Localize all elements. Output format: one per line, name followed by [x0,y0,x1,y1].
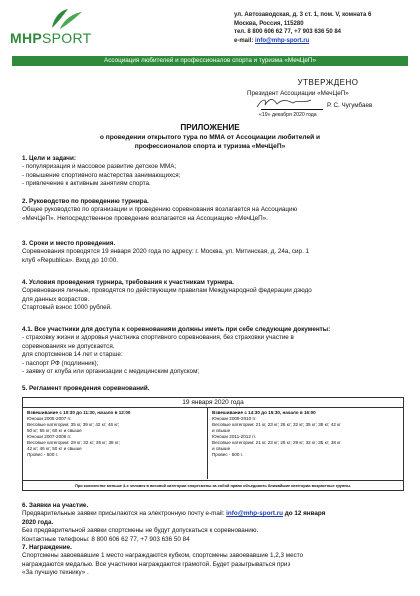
address-line: ул. Автозаводская, д. 3 ст. 1, пом. V, комната 6 [234,12,372,18]
afternoon-session-cell: Взвешивание с 14:30 до 15:30, начало в 16:00 Юноши 2009-2010 гг. Весовые категории: 21 кг, 23 кг; 26 кг; 32 кг; 35 кг; 38 кг; 42 кг и свыше Юноши 2011-2012 гг. Весовые категории: 21 кг, 23 кг; 26 кг; 29 кг; 32 кг; 35 кг; 38 кг и свыше Провес - 500 г. [212,410,341,457]
section-heading: 4.1. Все участники для доступа к соревнованиям должны иметь при себе следующие документы: [22,326,331,333]
document-title: ПРИЛОЖЕНИЕ [180,123,240,132]
schedule-table [22,397,404,491]
approval-date: «19» декабря 2020 года [259,112,317,118]
section-heading: 4. Условия проведения турнира, требования к участникам турнира. [22,279,234,286]
contact-block [234,11,371,45]
email-link[interactable]: info@mhp-sport.ru [255,37,310,44]
logo-wordmark: МНРSPORT [10,30,92,46]
signature-line [247,100,409,111]
section-documents: 4.1. Все участники для доступа к соревнованиям должны иметь при себе следующие документы: - страховку жизни и здоровья участника спортивного соревнования, без страховки участие в соревнованиях не допускается. для спортсменов 14 лет и старше: - паспорт РФ (подлинник); - заявку от клуба или организации с медицинским допуском; [22,326,402,376]
list-item: - популяризация и массовое развитие детское ММА; [22,163,177,171]
association-band: Ассоциация любителей и профессионалов спорта и туризма «МечЦеП» [12,56,408,66]
phone-line: тел. 8 800 606 62 77, +7 903 636 50 84 [234,29,342,36]
morning-session-cell: Взвешивание с 10:30 до 11:30, начало в 12:00 Юноши 2005-2007 гг. Весовые категории: 35 кг, 39 кг; 42 кг; 46 кг; 50 кг; 55 кг; 60 кг и свыше Юноши 2007-2008 гг. Весовые категории: 29 кг; 32 кг; 35 кг; 38 кг; 42 кг; 46 кг; 50 кг и свыше Провес - 500 г. [23,408,208,479]
leaves-icon [46,8,86,30]
signer-name: Р. С. Чугумбаев [327,102,373,109]
section-heading: 2. Руководство по проведению турнира. [22,198,149,205]
section-management: 2. Руководство по проведению турнира. Общее руководство по организации и проведению соревнования возлагается на Ассоциацию «МечЦеП». Непосредственное проведение возлагается на Ассоциацию «МечЦеП». [22,198,402,223]
email-line: e-mail: info@mhp-sport.ru [234,37,310,44]
section-heading: 6. Заявки на участие. [22,502,89,509]
document-subtitle: о проведении открытого тура по ММА от Ассоциации любителей и профессионалов спорта и туризма «МечЦеП» [99,134,321,150]
signature-rule [261,109,323,110]
section-heading: 7. Награждение. [22,544,72,551]
table-date-header: 19 января 2020 года [23,398,403,408]
section-awards: 7. Награждение. Спортсмены завоевавшие 1 место награждаются кубком, спортсмены завоевавшие 1,2,3 место награждаются медалью. Все участники награждаются грамотой. Будет разыгрываться приз «За лучшую технику» . [22,544,402,578]
section-conditions: 4. Условия проведения турнира, требования к участникам турнира. Соревнования личные, проводятся по действующим правилам Международной федерации дзюдо для данных возрастов. Стартовый взнос 1000 рублей. [22,279,402,313]
section-dates-venue: 3. Сроки и место проведения. Соревнования проводятся 19 января 2020 года по адресу: г. Москва, ул. Митинская, д. 24а, сир. 1 клуб «Republica». Вход до 10:00. [22,240,402,265]
approval-heading: УТВЕРЖДЕНО [297,78,359,87]
section-heading: 3. Сроки и место проведения. [22,240,116,247]
email-link[interactable]: info@mhp-sport.ru [226,510,284,518]
approver-position: Президент Ассоциации «МечЦеП» [247,90,349,97]
mhp-sport-logo [10,8,120,52]
section-heading: 5. Регламент проведения соревнований. [22,385,150,392]
city-line: Москва, Россия, 115280 [234,20,304,27]
list-item: - повышение спортивного мастерства занимающихся; [22,171,181,179]
section-goals [22,155,402,189]
section-schedule [22,385,402,393]
table-footnote: При количестве меньше 3-х человек в весовой категории спортсмены за собой право объединить ближайшие категории возрастные группы. [23,480,403,490]
approval-block [247,77,409,119]
section-applications: 6. Заявки на участие. Предварительные заявки присылаются на электронную почту e-mail: info@mhp-sport.ru до 12 января 2020 года. Без предварительной заявки спортсмены не будут допускаться к соревнованию. Контактные телефоны: 8 800 606 62 77, +7 903 636 50 84 [22,502,402,544]
section-heading: 1. Цели и задачи: [22,155,76,162]
list-item: - привлечение к активным занятиям спорта. [22,180,151,188]
